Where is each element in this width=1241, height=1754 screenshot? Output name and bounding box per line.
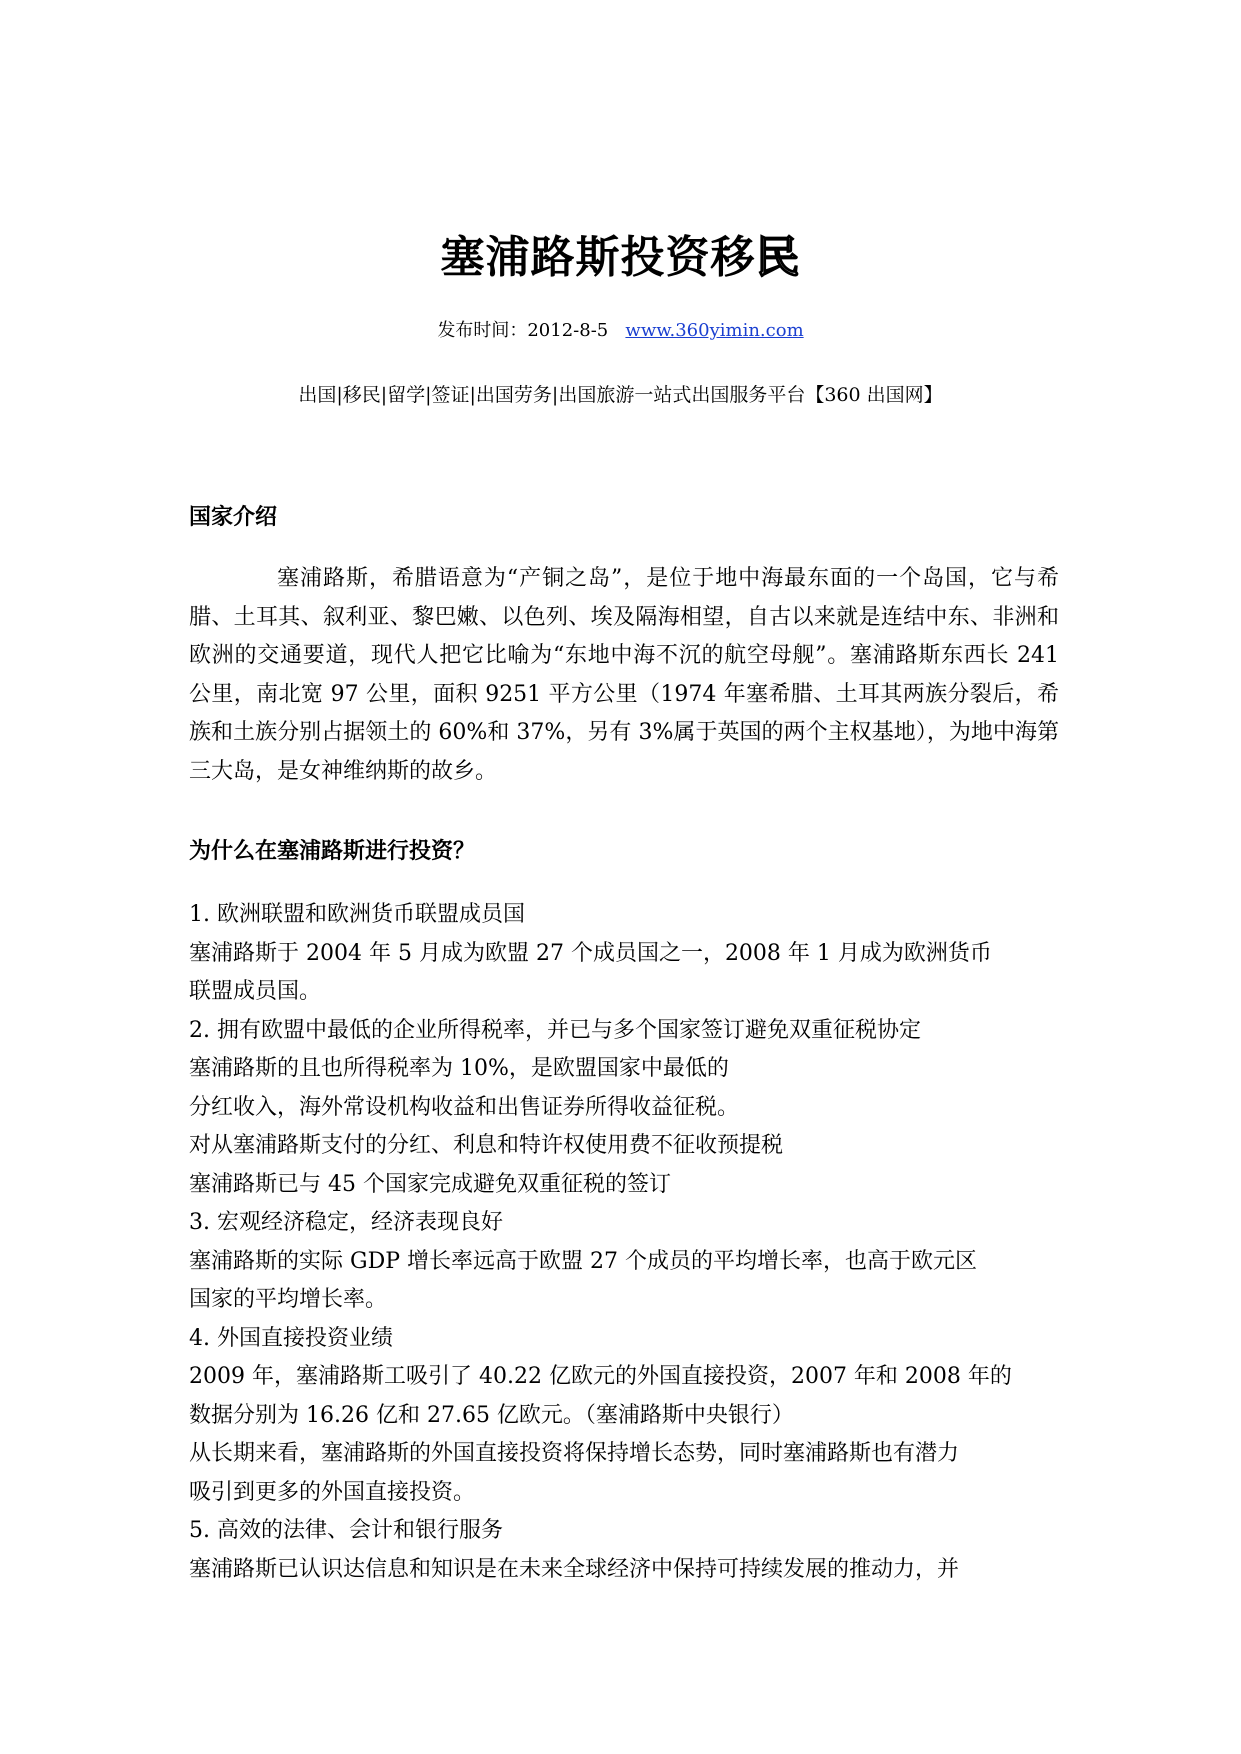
country-intro-paragraph: 塞浦路斯，希腊语意为“产铜之岛”，是位于地中海最东面的一个岛国，它与希腊、土耳其、叙利亚、黎巴嫩、以色列、埃及隔海相望，自古以来就是连结中东、非洲和欧洲的交通要道，现代人把它比喻为“东地中海不沉的航空母舰”。塞浦路斯东西长 241 公里，南北宽 97 公里，面积 9251 平方公里（1974 年塞希腊、土耳其两族分裂后，希族和土族分别占据领土的 60%和 37%，另有 3%属于英国的两个主权基地），为地中海第三大岛，是女神维纳斯的故乡。: [189, 566, 1059, 784]
title-last-char: 民: [755, 232, 801, 283]
list-item: 3. 宏观经济稳定，经济表现良好: [189, 1210, 503, 1235]
list-item: 塞浦路斯于 2004 年 5 月成为欧盟 27 个成员国之一，2008 年 1 月成为欧洲货币: [189, 940, 992, 966]
list-item: 数据分别为 16.26 亿和 27.65 亿欧元。（塞浦路斯中央银行）: [189, 1402, 794, 1428]
list-item: 4. 外国直接投资业绩: [189, 1325, 393, 1351]
list-item: 2. 拥有欧盟中最低的企业所得税率，并已与多个国家签订避免双重征税协定: [189, 1017, 921, 1043]
document-title: [0, 228, 1241, 288]
title-main-text: 塞浦路斯投资移: [440, 232, 756, 283]
list-item: 塞浦路斯的实际 GDP 增长率远高于欧盟 27 个成员的平均增长率，也高于欧元区: [189, 1248, 977, 1274]
list-item: 国家的平均增长率。: [189, 1287, 388, 1312]
why-invest-body: [189, 896, 1059, 1589]
section-heading-country-intro: 国家介绍: [189, 504, 278, 530]
list-item: 联盟成员国。: [189, 979, 322, 1004]
country-intro-body: [189, 560, 1059, 791]
website-link[interactable]: www.360yimin.com: [625, 320, 804, 341]
list-item: 1. 欧洲联盟和欧洲货币联盟成员国: [189, 902, 525, 927]
list-item: 2009 年，塞浦路斯工吸引了 40.22 亿欧元的外国直接投资，2007 年和 2008 年的: [189, 1364, 1012, 1389]
list-item: 吸引到更多的外国直接投资。: [189, 1479, 476, 1505]
list-item: 从长期来看，塞浦路斯的外国直接投资将保持增长态势，同时塞浦路斯也有潜力: [189, 1441, 960, 1466]
list-item: 对从塞浦路斯支付的分红、利息和特许权使用费不征收预提税: [189, 1133, 784, 1158]
list-item: 塞浦路斯已认识达信息和知识是在未来全球经济中保持可持续发展的推动力，并: [189, 1556, 960, 1582]
publish-date: 发布时间：2012-8-5: [437, 320, 609, 341]
list-item: 塞浦路斯已与 45 个国家完成避免双重征税的签订: [189, 1171, 671, 1197]
service-tagline: 出国|移民|留学|签证|出国劳务|出国旅游一站式出国服务平台【360 出国网】: [298, 384, 943, 406]
list-item: 5. 高效的法律、会计和银行服务: [189, 1518, 503, 1543]
list-item: 分红收入，海外常设机构收益和出售证券所得收益征税。: [189, 1094, 740, 1120]
publish-meta: [0, 318, 1241, 344]
list-item: 塞浦路斯的且也所得税率为 10%，是欧盟国家中最低的: [189, 1056, 729, 1081]
section-heading-why-invest: 为什么在塞浦路斯进行投资？: [189, 838, 476, 864]
